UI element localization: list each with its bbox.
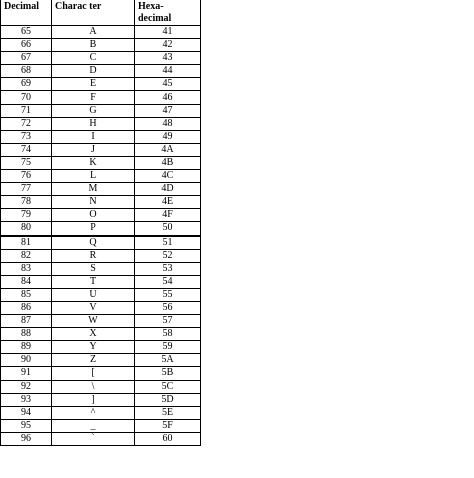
table-row xyxy=(1,419,201,432)
table-row xyxy=(1,156,201,169)
cell-hexadecimal: 55 xyxy=(135,288,201,301)
table-row xyxy=(1,143,201,156)
cell-hexadecimal: 4C xyxy=(135,170,201,183)
cell-decimal: 92 xyxy=(1,380,52,393)
cell-character: S xyxy=(52,262,135,275)
cell-character: G xyxy=(52,104,135,117)
cell-hexadecimal: 49 xyxy=(135,130,201,143)
cell-decimal: 83 xyxy=(1,262,52,275)
ascii-table xyxy=(0,0,201,446)
cell-hexadecimal: 53 xyxy=(135,262,201,275)
cell-decimal: 69 xyxy=(1,78,52,91)
table-row xyxy=(1,249,201,262)
cell-decimal: 89 xyxy=(1,341,52,354)
table-row xyxy=(1,432,201,445)
cell-decimal: 71 xyxy=(1,104,52,117)
table-row xyxy=(1,52,201,65)
cell-character: T xyxy=(52,275,135,288)
cell-hexadecimal: 56 xyxy=(135,301,201,314)
table-row xyxy=(1,341,201,354)
cell-hexadecimal: 47 xyxy=(135,104,201,117)
table-row xyxy=(1,170,201,183)
cell-hexadecimal: 48 xyxy=(135,117,201,130)
cell-character: A xyxy=(52,26,135,39)
cell-character: B xyxy=(52,39,135,52)
cell-hexadecimal: 42 xyxy=(135,39,201,52)
table-row xyxy=(1,104,201,117)
cell-hexadecimal: 43 xyxy=(135,52,201,65)
cell-decimal: 87 xyxy=(1,315,52,328)
cell-hexadecimal: 57 xyxy=(135,315,201,328)
cell-hexadecimal: 59 xyxy=(135,341,201,354)
table-row xyxy=(1,328,201,341)
cell-hexadecimal: 50 xyxy=(135,222,201,236)
cell-hexadecimal: 51 xyxy=(135,236,201,250)
cell-character: U xyxy=(52,288,135,301)
header-row xyxy=(1,0,201,26)
cell-character: N xyxy=(52,196,135,209)
table-row xyxy=(1,196,201,209)
cell-decimal: 93 xyxy=(1,393,52,406)
cell-character: X xyxy=(52,328,135,341)
cell-decimal: 77 xyxy=(1,183,52,196)
cell-character: Q xyxy=(52,236,135,250)
cell-decimal: 72 xyxy=(1,117,52,130)
table-body xyxy=(1,26,201,446)
cell-character: V xyxy=(52,301,135,314)
table-row xyxy=(1,117,201,130)
table-row xyxy=(1,262,201,275)
cell-character: P xyxy=(52,222,135,236)
cell-hexadecimal: 58 xyxy=(135,328,201,341)
table-row xyxy=(1,393,201,406)
cell-hexadecimal: 41 xyxy=(135,26,201,39)
header-hex-line2: decimal xyxy=(138,13,172,24)
table-row xyxy=(1,222,201,236)
table-row xyxy=(1,65,201,78)
table-row xyxy=(1,26,201,39)
header-character: Charac ter xyxy=(52,0,135,26)
table-row xyxy=(1,288,201,301)
cell-hexadecimal: 5E xyxy=(135,406,201,419)
cell-character: \ xyxy=(52,380,135,393)
cell-character: ^ xyxy=(52,406,135,419)
table-row xyxy=(1,183,201,196)
cell-character: ` xyxy=(52,432,135,445)
cell-decimal: 79 xyxy=(1,209,52,222)
cell-decimal: 88 xyxy=(1,328,52,341)
table-row xyxy=(1,367,201,380)
cell-decimal: 75 xyxy=(1,156,52,169)
table-row xyxy=(1,354,201,367)
cell-hexadecimal: 54 xyxy=(135,275,201,288)
table-header xyxy=(1,0,201,26)
table-row xyxy=(1,91,201,104)
header-hex-line1: Hexa- xyxy=(138,1,164,12)
header-decimal: Decimal xyxy=(1,0,52,26)
table-row xyxy=(1,130,201,143)
cell-character: J xyxy=(52,143,135,156)
cell-character: [ xyxy=(52,367,135,380)
cell-decimal: 94 xyxy=(1,406,52,419)
cell-character: M xyxy=(52,183,135,196)
table-row xyxy=(1,315,201,328)
cell-decimal: 90 xyxy=(1,354,52,367)
cell-hexadecimal: 46 xyxy=(135,91,201,104)
cell-character: H xyxy=(52,117,135,130)
table-row xyxy=(1,301,201,314)
cell-decimal: 86 xyxy=(1,301,52,314)
cell-character: ] xyxy=(52,393,135,406)
cell-character: F xyxy=(52,91,135,104)
table-row xyxy=(1,275,201,288)
cell-hexadecimal: 52 xyxy=(135,249,201,262)
table-row xyxy=(1,39,201,52)
cell-character: W xyxy=(52,315,135,328)
cell-hexadecimal: 5D xyxy=(135,393,201,406)
cell-hexadecimal: 45 xyxy=(135,78,201,91)
cell-hexadecimal: 5B xyxy=(135,367,201,380)
cell-character: I xyxy=(52,130,135,143)
cell-decimal: 82 xyxy=(1,249,52,262)
cell-character: _ xyxy=(52,419,135,432)
cell-decimal: 78 xyxy=(1,196,52,209)
cell-hexadecimal: 5F xyxy=(135,419,201,432)
cell-character: O xyxy=(52,209,135,222)
cell-character: Z xyxy=(52,354,135,367)
header-hexadecimal xyxy=(135,0,201,26)
cell-hexadecimal: 4A xyxy=(135,143,201,156)
cell-decimal: 91 xyxy=(1,367,52,380)
cell-decimal: 96 xyxy=(1,432,52,445)
table-row xyxy=(1,406,201,419)
cell-hexadecimal: 4F xyxy=(135,209,201,222)
cell-decimal: 73 xyxy=(1,130,52,143)
cell-hexadecimal: 44 xyxy=(135,65,201,78)
table-row xyxy=(1,236,201,250)
cell-hexadecimal: 5C xyxy=(135,380,201,393)
cell-decimal: 68 xyxy=(1,65,52,78)
cell-character: L xyxy=(52,170,135,183)
table-row xyxy=(1,209,201,222)
cell-decimal: 65 xyxy=(1,26,52,39)
cell-decimal: 76 xyxy=(1,170,52,183)
cell-decimal: 81 xyxy=(1,236,52,250)
cell-hexadecimal: 5A xyxy=(135,354,201,367)
cell-hexadecimal: 4E xyxy=(135,196,201,209)
cell-decimal: 80 xyxy=(1,222,52,236)
cell-decimal: 70 xyxy=(1,91,52,104)
cell-decimal: 84 xyxy=(1,275,52,288)
cell-character: R xyxy=(52,249,135,262)
table-row xyxy=(1,78,201,91)
cell-hexadecimal: 60 xyxy=(135,432,201,445)
cell-decimal: 67 xyxy=(1,52,52,65)
cell-character: C xyxy=(52,52,135,65)
cell-decimal: 66 xyxy=(1,39,52,52)
cell-decimal: 85 xyxy=(1,288,52,301)
cell-character: K xyxy=(52,156,135,169)
cell-character: E xyxy=(52,78,135,91)
cell-decimal: 74 xyxy=(1,143,52,156)
cell-character: D xyxy=(52,65,135,78)
cell-decimal: 95 xyxy=(1,419,52,432)
cell-character: Y xyxy=(52,341,135,354)
table-row xyxy=(1,380,201,393)
cell-hexadecimal: 4B xyxy=(135,156,201,169)
cell-hexadecimal: 4D xyxy=(135,183,201,196)
